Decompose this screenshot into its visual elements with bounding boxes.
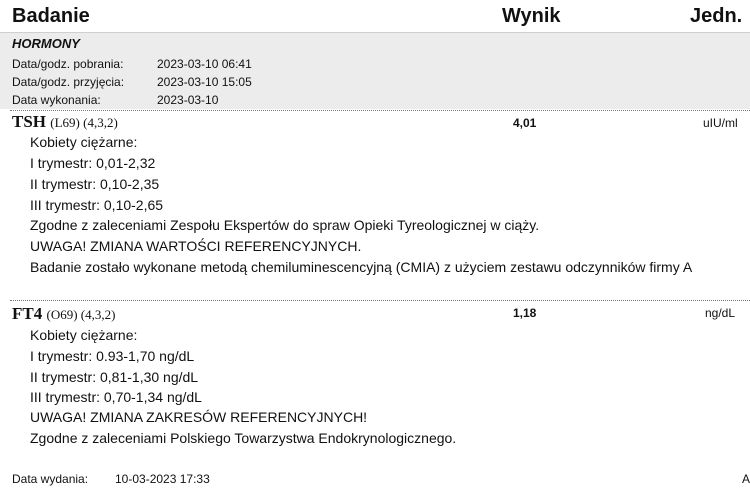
note-line: Badanie zostało wykonane metodą chemiluminescencyjną (CMIA) z użyciem zestawu odczynników firmy A <box>30 259 693 275</box>
note-line: UWAGA! ZMIANA ZAKRESÓW REFERENCYJNYCH! <box>30 409 368 425</box>
test-name: TSH <box>12 112 47 131</box>
received-date-label: Data/godz. przyjęcia: <box>12 75 125 89</box>
section-title: HORMONY <box>12 36 80 51</box>
note-line: I trymestr: 0,01-2,32 <box>30 155 156 171</box>
result-value-tsh: 4,01 <box>513 116 537 130</box>
test-name-ft4 <box>12 304 115 324</box>
test-name: FT4 <box>12 304 43 323</box>
unit-tsh: uIU/ml <box>703 116 738 130</box>
collection-date-label: Data/godz. pobrania: <box>12 57 124 71</box>
column-header-result: Wynik <box>502 5 561 27</box>
note-line: Kobiety ciężarne: <box>30 134 138 150</box>
note-line: Zgodne z zaleceniami Zespołu Ekspertów do spraw Opieki Tyreologicznej w ciąży. <box>30 217 540 233</box>
received-date-value: 2023-03-10 15:05 <box>157 75 252 89</box>
note-line: UWAGA! ZMIANA WARTOŚCI REFERENCYJNYCH. <box>30 238 362 254</box>
collection-date-value: 2023-03-10 06:41 <box>157 57 252 71</box>
table-header <box>0 0 750 33</box>
note-line: III trymestr: 0,10-2,65 <box>30 197 164 213</box>
issue-date-value: 10-03-2023 17:33 <box>115 472 210 486</box>
unit-ft4: ng/dL <box>705 306 736 320</box>
divider <box>10 110 750 111</box>
execution-date-value: 2023-03-10 <box>157 93 219 107</box>
issue-date-label: Data wydania: <box>12 472 89 486</box>
note-line: Zgodne z zaleceniami Polskiego Towarzystwa Endokrynologicznego. <box>30 430 457 446</box>
footer-edge-text: A <box>742 472 750 486</box>
column-header-test: Badanie <box>12 5 90 27</box>
test-name-tsh <box>12 112 118 132</box>
divider <box>10 300 750 301</box>
note-line: II trymestr: 0,10-2,35 <box>30 176 160 192</box>
result-value-ft4: 1,18 <box>513 306 537 320</box>
column-header-unit: Jedn. <box>690 5 743 27</box>
footer <box>12 472 210 486</box>
test-code: (O69) (4,3,2) <box>46 307 116 322</box>
test-code: (L69) (4,3,2) <box>50 115 118 130</box>
note-line: I trymestr: 0.93-1,70 ng/dL <box>30 348 195 364</box>
note-line: Kobiety ciężarne: <box>30 327 138 343</box>
execution-date-label: Data wykonania: <box>12 93 101 107</box>
note-line: III trymestr: 0,70-1,34 ng/dL <box>30 389 202 405</box>
section-header-hormony <box>0 33 750 109</box>
note-line: II trymestr: 0,81-1,30 ng/dL <box>30 369 199 385</box>
